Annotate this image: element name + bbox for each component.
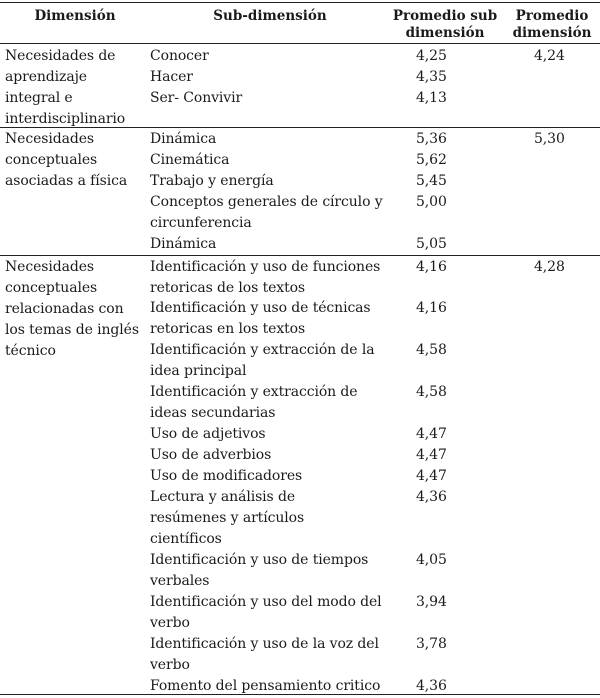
sub-average-cell: 3,94 xyxy=(416,594,447,610)
header-sub-dimension: Sub-dimensión xyxy=(213,8,327,24)
sub-dimension-cell: Dinámica xyxy=(150,236,217,252)
sub-dimension-cell: Fomento del pensamiento critico xyxy=(150,678,381,694)
sub-average-cell: 4,47 xyxy=(416,468,447,484)
header-dimension: Dimensión xyxy=(34,8,116,24)
sub-average-cell: 5,62 xyxy=(416,152,447,168)
sub-dimension-cell: Hacer xyxy=(150,69,193,85)
sub-dimension-cell: Identificación y uso de la voz del verbo xyxy=(150,636,379,673)
sub-dimension-cell: Uso de modificadores xyxy=(150,468,303,484)
sub-dimension-cell: Conocer xyxy=(150,48,209,64)
needs-table xyxy=(0,2,600,695)
sub-dimension-cell: Conceptos generales de círculo y circunferencia xyxy=(150,194,383,231)
dimension-cell: Necesidades conceptuales asociadas a física xyxy=(5,131,128,189)
sub-average-cell: 4,58 xyxy=(416,342,447,358)
sub-dimension-cell: Identificación y uso del modo del verbo xyxy=(150,594,382,631)
table-group xyxy=(0,128,600,255)
sub-average-cell: 5,05 xyxy=(416,236,447,252)
sub-average-cell: 4,25 xyxy=(416,48,447,64)
sub-average-cell: 5,45 xyxy=(416,173,447,189)
table-group xyxy=(0,256,600,694)
sub-dimension-cell: Identificación y uso de tiempos verbales xyxy=(150,552,369,589)
dimension-average: 5,30 xyxy=(534,131,565,147)
dimension-average: 4,28 xyxy=(534,259,565,275)
sub-dimension-cell: Identificación y uso de técnicas retoricas en los textos xyxy=(150,300,371,337)
sub-average-cell: 4,05 xyxy=(416,552,447,568)
sub-average-cell: 3,78 xyxy=(416,636,447,652)
sub-average-cell: 5,00 xyxy=(416,194,447,210)
header-avg-dim: Promedio dimensión xyxy=(512,8,592,41)
sub-average-cell: 4,16 xyxy=(416,259,447,275)
sub-average-cell: 4,58 xyxy=(416,384,447,400)
sub-dimension-cell: Dinámica xyxy=(150,131,217,147)
header-avg-sub: Promedio sub dimensión xyxy=(392,8,498,41)
sub-dimension-cell: Identificación y extracción de ideas secundarias xyxy=(150,384,358,421)
sub-dimension-cell: Cinemática xyxy=(150,152,230,168)
table-header xyxy=(0,3,600,43)
sub-dimension-cell: Identificación y uso de funciones retoricas de los textos xyxy=(150,259,381,296)
sub-dimension-cell: Lectura y análisis de resúmenes y artículos científicos xyxy=(150,489,305,547)
sub-average-cell: 4,47 xyxy=(416,447,447,463)
sub-average-cell: 4,36 xyxy=(416,489,447,505)
sub-dimension-cell: Trabajo y energía xyxy=(150,173,274,189)
dimension-cell: Necesidades de aprendizaje integral e interdisciplinario xyxy=(5,48,126,127)
sub-average-cell: 5,36 xyxy=(416,131,447,147)
sub-average-cell: 4,47 xyxy=(416,426,447,442)
sub-dimension-cell: Uso de adverbios xyxy=(150,447,272,463)
dimension-average: 4,24 xyxy=(534,48,565,64)
sub-dimension-cell: Ser- Convivir xyxy=(150,90,243,106)
sub-average-cell: 4,13 xyxy=(416,90,447,106)
dimension-cell: Necesidades conceptuales relacionadas con los temas de inglés técnico xyxy=(5,259,139,359)
table-group xyxy=(0,44,600,127)
sub-average-cell: 4,36 xyxy=(416,678,447,694)
sub-dimension-cell: Identificación y extracción de la idea principal xyxy=(150,342,375,379)
sub-average-cell: 4,35 xyxy=(416,69,447,85)
sub-dimension-cell: Uso de adjetivos xyxy=(150,426,266,442)
sub-average-cell: 4,16 xyxy=(416,300,447,316)
